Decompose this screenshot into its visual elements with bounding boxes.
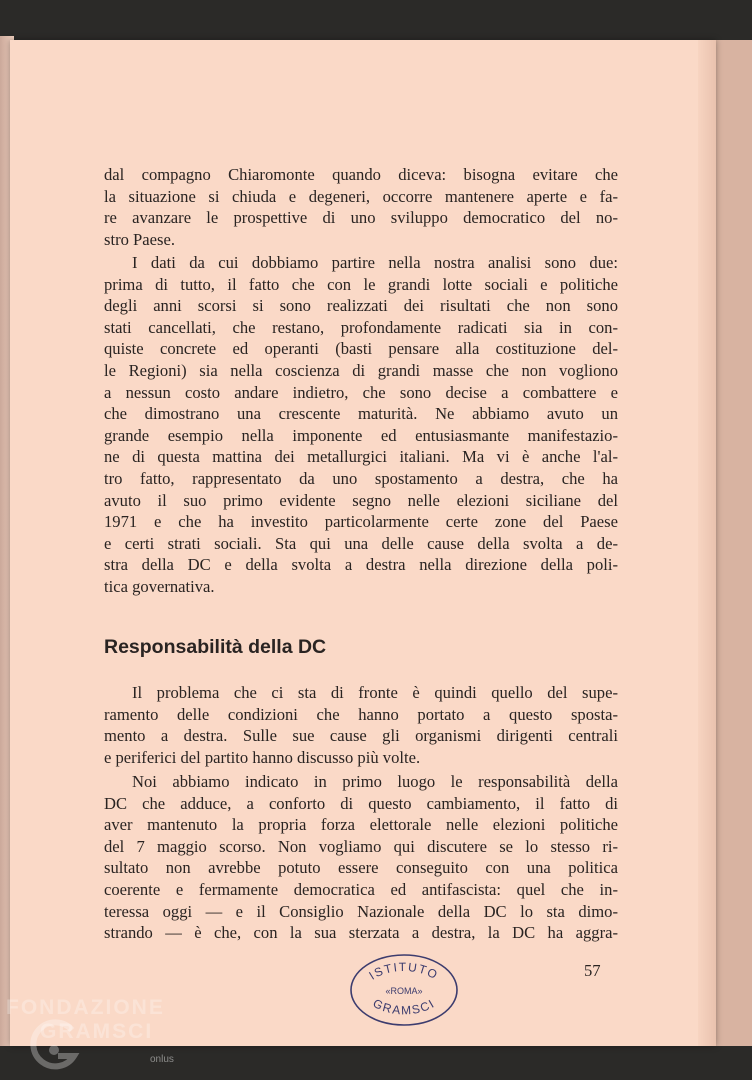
text-line: degli anni scorsi si sono realizzati dei risultati che non sono — [104, 296, 618, 316]
text-line: aver mantenuto la propria forza elettorale nelle elezioni politiche — [104, 815, 618, 835]
paragraph-1 — [104, 164, 618, 250]
text-line: strando — è che, con la sua sterzata a destra, la DC ha aggra- — [104, 923, 618, 943]
page-number: 57 — [584, 961, 601, 980]
stamp-bottom-text: GRAMSCI — [370, 996, 438, 1018]
text-line: mento a destra. Sulle sue cause gli organismi dirigenti centrali — [104, 726, 618, 746]
stamp-top-text: ISTITUTO — [366, 959, 441, 983]
section-heading: Responsabilità della DC — [104, 636, 327, 658]
text-line: stati cancellati, che restano, profondamente radicati sia in con- — [104, 317, 618, 337]
text-line: prima di tutto, il fatto che con le grandi lotte sociali e politiche — [104, 274, 618, 294]
watermark-line-1: FONDAZIONE — [6, 996, 165, 1019]
text-line: dal compagno Chiaromonte quando diceva: bisogna evitare che — [104, 165, 618, 184]
text-line: e periferici del partito hanno discusso più volte. — [104, 747, 421, 767]
text-line: la situazione si chiuda e degeneri, occorre mantenere aperte e fa- — [104, 186, 618, 206]
text-line: sultato non avrebbe potuto essere conseguito con una politica — [104, 858, 618, 878]
text-line: 1971 e che ha investito particolarmente certe zone del Paese — [104, 512, 618, 532]
text-line: stro Paese. — [104, 229, 175, 249]
text-line: ne di questa mattina dei metallurgici italiani. Ma vi è anche l'al- — [104, 447, 618, 467]
text-line: avuto il suo primo evidente segno nelle elezioni siciliane del — [104, 490, 618, 510]
foundation-watermark — [0, 994, 200, 1080]
text-line: Il problema che ci sta di fronte è quindi quello del supe- — [132, 683, 618, 702]
text-line: le Regioni) sia nella coscienza di grandi masse che non vogliono — [104, 360, 618, 380]
svg-text:GRAMSCI — [371, 996, 438, 1017]
text-line: tro fatto, rappresentato da uno spostamento a destra, che ha — [104, 468, 618, 488]
text-line: I dati da cui dobbiamo partire nella nostra analisi sono due: — [132, 253, 618, 272]
text-line: DC che adduce, a conforto di questo cambiamento, il fatto di — [104, 793, 618, 813]
text-line: coerente e fermamente democratica ed antifascista: quel che in- — [104, 879, 618, 899]
text-line: ramento delle condizioni che hanno portato a questo sposta- — [104, 704, 618, 724]
text-line: a nessun costo andare indietro, che sono decise a combattere e — [104, 382, 618, 402]
paragraph-3 — [104, 682, 618, 768]
scan-right-edge — [716, 40, 752, 1046]
watermark-line-2: GRAMSCI — [40, 1020, 154, 1043]
paragraph-2 — [104, 252, 618, 598]
text-line: teressa oggi — e il Consiglio Nazionale della DC lo sta dimo- — [104, 901, 618, 921]
text-line: quiste concrete ed operanti (basti pensare alla costituzione del- — [104, 339, 618, 359]
stamp-middle-text: «ROMA» — [385, 986, 423, 996]
text-line: re avanzare le prospettive di uno sviluppo democratico del no- — [104, 208, 618, 228]
institute-stamp-icon — [348, 952, 460, 1028]
page-gutter-shadow — [698, 40, 716, 1046]
book-page — [10, 40, 716, 1046]
watermark-suffix: onlus — [150, 1054, 174, 1065]
text-line: tica governativa. — [104, 576, 215, 596]
text-line: che dimostrano una crescente maturità. Ne abbiamo avuto un — [104, 404, 618, 424]
text-line: grande esempio nella imponente ed entusiasmante manifestazio- — [104, 425, 618, 445]
text-line: del 7 maggio scorso. Non vogliamo qui discutere se lo stesso ri- — [104, 836, 618, 856]
svg-text:ISTITUTO — [366, 960, 440, 983]
text-line: e certi strati sociali. Sta qui una delle cause della svolta a de- — [104, 533, 618, 553]
paragraph-4 — [104, 771, 618, 944]
text-line: stra della DC e della svolta a destra nella direzione della poli- — [104, 555, 618, 575]
text-line: Noi abbiamo indicato in primo luogo le responsabilità della — [132, 772, 618, 791]
watermark-logo-icon — [28, 1016, 84, 1074]
